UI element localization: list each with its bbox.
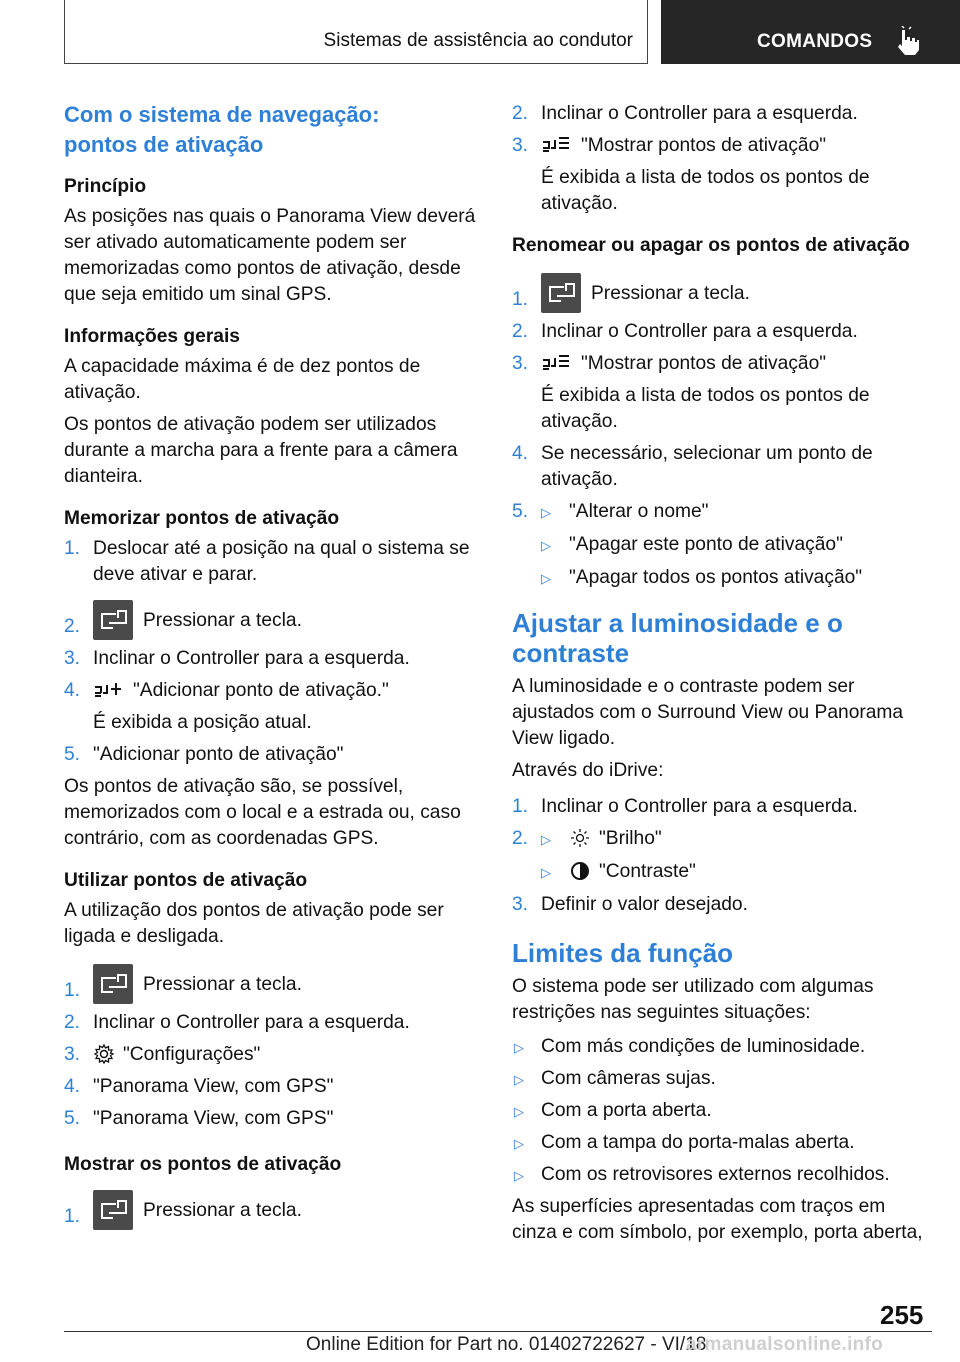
step-number: 4. [64,1076,81,1097]
section-title-limits: Limites da função [512,938,734,968]
memorizar-after-text: Os pontos de ativação são, se possível, memorizados com o local e a estrada ou, caso contrário, com as coordenadas GPS. [64,776,461,849]
bullet-line [541,826,932,853]
list-item [512,1034,932,1060]
triangle-bullet-icon: ▷ [514,1136,524,1151]
triangle-bullet-icon: ▷ [514,1168,524,1183]
camera-key-icon [93,600,133,640]
list-item [512,319,932,345]
heading-principio: Princípio [64,176,147,197]
step-text: Inclinar o Controller para a esquerda. [541,103,858,124]
step-number: 2. [512,103,529,124]
gear-icon [93,1043,115,1065]
list-item [64,600,482,640]
list-item [64,964,482,1004]
triangle-bullet-icon: ▷ [514,1104,524,1119]
step-number: 2. [512,828,529,849]
list-item [512,794,932,820]
list-item [512,1130,932,1156]
step-text: Pressionar a tecla. [143,1200,302,1221]
bullet-text: Com os retrovisores externos recolhidos. [541,1164,890,1185]
bullet-line [541,499,932,526]
list-item [512,441,932,493]
heading-renomear: Renomear ou apagar os pontos de ativação [512,235,910,256]
list-item [512,1162,932,1188]
camera-key-icon [93,1190,133,1230]
bullet-text: "Contraste" [599,861,696,882]
heading-mostrar: Mostrar os pontos de ativação [64,1154,342,1175]
step-number: 1. [512,289,529,310]
section-title-brightness: Ajustar a luminosidade e o contraste [512,608,843,668]
list-item [512,1066,932,1092]
list-activation-points-icon [541,352,573,374]
step-text: Deslocar até a posição na qual o sistema se deve ativar e parar. [93,538,470,585]
bullet-text: Com câmeras sujas. [541,1068,716,1089]
step-text: Inclinar o Controller para a esquerda. [93,648,410,669]
page-number: 255 [880,1300,924,1330]
step-number: 1. [64,1206,81,1227]
list-item [512,133,932,217]
triangle-bullet-icon: ▷ [541,832,551,847]
footer-edition: Online Edition for Part no. 01402722627 - VI/18 [306,1334,707,1355]
step-number: 5. [64,1108,81,1129]
footer-divider [64,1331,932,1332]
step-text: Inclinar o Controller para a esquerda. [541,796,858,817]
step-text: Inclinar o Controller para a esquerda. [93,1012,410,1033]
list-item [512,101,932,127]
step-number: 3. [64,1044,81,1065]
section-title: Sistemas de assistência ao condutor [323,30,633,51]
list-item [64,536,482,588]
list-item [512,351,932,435]
step-text: "Mostrar pontos de ativação" [581,353,827,374]
limites-text: O sistema pode ser utilizado com algumas restrições nas seguintes situações: [512,976,874,1023]
step-subtext: É exibida a posição atual. [93,712,312,733]
brightness-icon [569,827,591,849]
bullet-line [541,532,932,559]
mostrar-steps [64,1190,482,1230]
triangle-bullet-icon: ▷ [541,865,551,880]
step-number: 4. [64,680,81,701]
step-text: Pressionar a tecla. [143,610,302,631]
section-title-activation-points [64,100,482,160]
step-text: Inclinar o Controller para a esquerda. [541,321,858,342]
step-number: 1. [64,538,81,559]
bullet-text: Com a porta aberta. [541,1100,712,1121]
step-text: "Panorama View, com GPS" [93,1108,334,1129]
right-column [512,101,932,1252]
principio-text: As posições nas quais o Panorama View deverá ser ativado automaticamente podem ser memorizadas como pontos de ativação, desde que seja emitido um sinal GPS. [64,206,476,305]
heading-memorizar: Memorizar pontos de ativação [64,508,340,529]
bullet-line [541,859,932,886]
list-item [64,1010,482,1036]
step-number: 3. [512,135,529,156]
step-number: 2. [512,321,529,342]
hand-pointer-icon [893,26,923,56]
left-column [64,100,482,1236]
header-section-box [64,0,648,64]
step-number: 3. [512,894,529,915]
list-item [64,1074,482,1100]
step-text: "Panorama View, com GPS" [93,1076,334,1097]
camera-key-icon [93,964,133,1004]
step-text: "Configurações" [123,1044,261,1065]
step-text: "Adicionar ponto de ativação." [133,680,389,701]
list-item [64,1106,482,1132]
list-activation-points-icon [541,134,573,156]
list-item [512,499,932,592]
list-item [64,646,482,672]
bullet-text: "Brilho" [599,828,662,849]
add-activation-point-icon [93,679,125,701]
list-item [64,678,482,736]
utilizar-text: A utilização dos pontos de ativação pode ser ligada e desligada. [64,900,444,947]
utilizar-steps [64,964,482,1132]
list-item [64,1190,482,1230]
bullet-text: "Apagar todos os pontos ativação" [569,567,863,588]
contrast-icon [569,860,591,882]
triangle-bullet-icon: ▷ [514,1040,524,1055]
triangle-bullet-icon: ▷ [541,571,551,586]
step-text: Se necessário, selecionar um ponto de ativação. [541,443,873,490]
triangle-bullet-icon: ▷ [541,505,551,520]
step-number: 2. [64,1012,81,1033]
ajustar-text: A luminosidade e o contraste podem ser ajustados com o Surround View ou Panorama View ligado. [512,676,904,749]
heading-gerais: Informações gerais [64,326,240,347]
memorizar-steps [64,536,482,768]
ajustar-steps [512,794,932,918]
ajustar-via: Através do iDrive: [512,760,664,781]
gerais-text-2: Os pontos de ativação podem ser utilizados durante a marcha para a frente para a câmera dianteira. [64,414,458,487]
step-text: "Adicionar ponto de ativação" [93,744,344,765]
limites-bullets [512,1034,932,1188]
bullet-text: Com más condições de luminosidade. [541,1036,866,1057]
header-tab-comandos[interactable] [661,0,960,64]
triangle-bullet-icon: ▷ [514,1072,524,1087]
mostrar-steps-continued [512,101,932,217]
step-number: 1. [512,796,529,817]
step-number: 2. [64,616,81,637]
step-text: "Mostrar pontos de ativação" [581,135,827,156]
limites-after-text: As superfícies apresentadas com traços em cinza e com símbolo, por exemplo, porta aberta, [512,1196,923,1243]
gerais-text-1: A capacidade máxima é de dez pontos de ativação. [64,356,421,403]
heading-utilizar: Utilizar pontos de ativação [64,870,308,891]
step-subtext: É exibida a lista de todos os pontos de ativação. [541,167,870,214]
step-number: 1. [64,980,81,1001]
step-number: 3. [512,353,529,374]
title-line-1: Com o sistema de navegação: [64,102,380,127]
renomear-steps [512,273,932,592]
list-item [64,1042,482,1068]
list-item [512,1098,932,1124]
step-text: Definir o valor desejado. [541,894,748,915]
title-line-2: pontos de ativação [64,132,264,157]
triangle-bullet-icon: ▷ [541,538,551,553]
step-text: Pressionar a tecla. [143,974,302,995]
step-number: 3. [64,648,81,669]
bullet-text: "Apagar este ponto de ativação" [569,534,843,555]
step-subtext: É exibida a lista de todos os pontos de ativação. [541,385,870,432]
camera-key-icon [541,273,581,313]
step-number: 5. [512,501,529,522]
list-item [64,742,482,768]
bullet-text: "Alterar o nome" [569,501,709,522]
list-item [512,273,932,313]
bullet-line [541,565,932,592]
bullet-text: Com a tampa do porta-malas aberta. [541,1132,855,1153]
tab-label: COMANDOS [757,31,873,52]
step-number: 5. [64,744,81,765]
list-item [512,892,932,918]
step-text: Pressionar a tecla. [591,283,750,304]
footer-watermark: armanualsonline.info [686,1334,884,1355]
list-item [512,826,932,886]
step-number: 4. [512,443,529,464]
